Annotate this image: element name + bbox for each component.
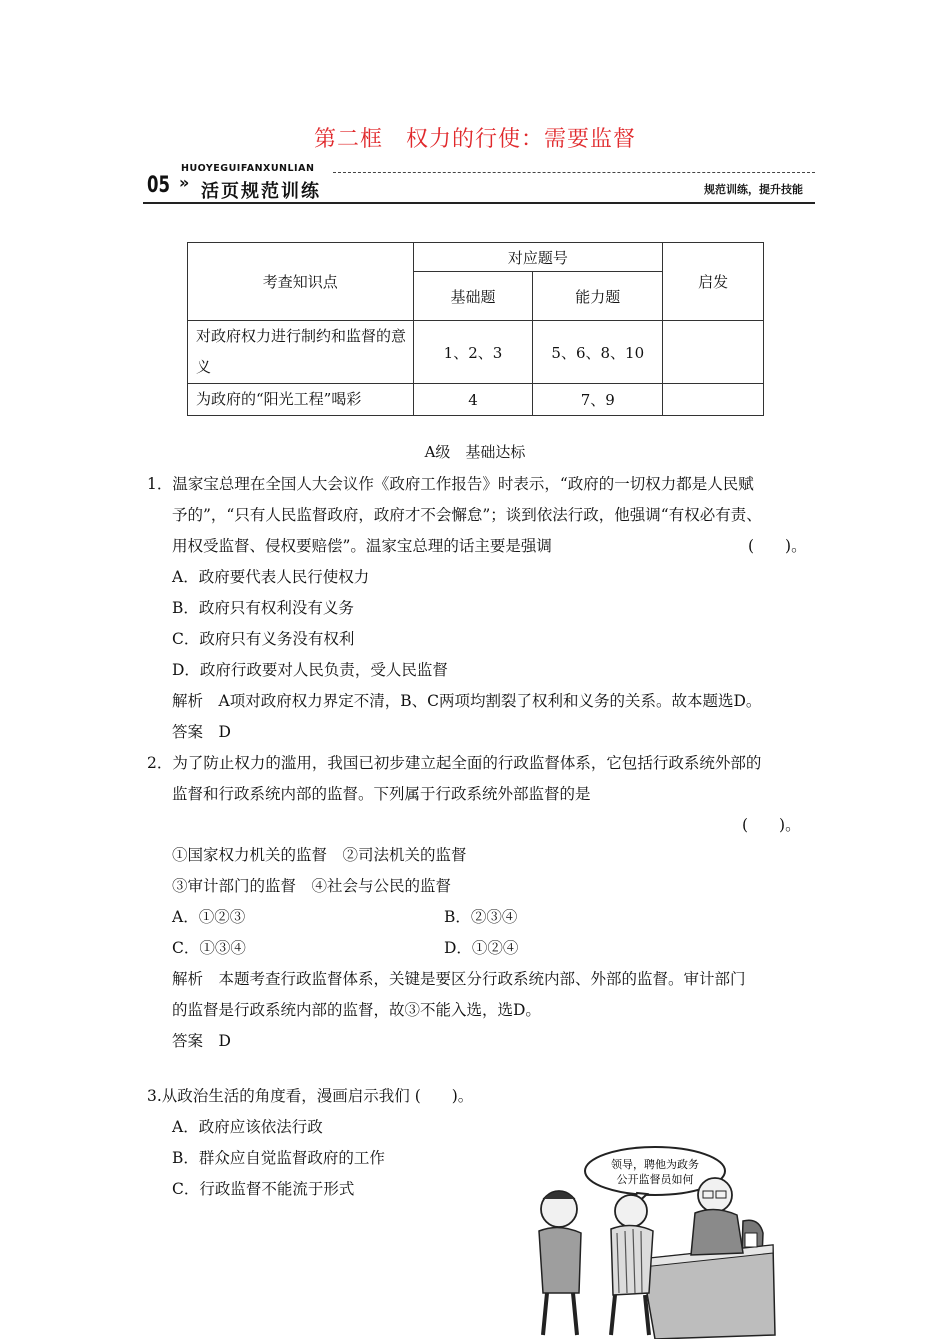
row-note xyxy=(663,321,764,384)
row-basic: 4 xyxy=(413,384,533,416)
section-banner xyxy=(143,160,815,206)
section-title: A级 基础达标 xyxy=(424,443,526,461)
banner-rule xyxy=(143,202,815,204)
q3-option-b: B．群众应自觉监督政府的工作 xyxy=(172,1149,385,1167)
banner-dashed-rule xyxy=(333,172,815,173)
q1-stem-line2: 予的”，“只有人民监督政府，政府才不会懈怠”；谈到依法行政，他强调“有权必有责、 xyxy=(172,506,762,524)
q2-answer: 答案 D xyxy=(172,1032,231,1050)
q2-items-line1: ①国家权力机关的监督 ②司法机关的监督 xyxy=(172,846,467,864)
bubble-line2: 公开监督员如何 xyxy=(616,1173,694,1186)
row-ability: 5、6、8、10 xyxy=(533,321,663,384)
banner-name: 活页规范训练 xyxy=(201,181,321,202)
header-basic: 基础题 xyxy=(413,272,533,321)
bubble-line1: 领导，聘他为政务 xyxy=(611,1158,699,1171)
row-note xyxy=(663,384,764,416)
q2-analysis-line2: 的监督是行政系统内部的监督，故③不能入选，选D。 xyxy=(172,1001,541,1019)
q2-option-c: C．①③④ xyxy=(172,939,246,957)
q1-option-b: B．政府只有权利没有义务 xyxy=(172,599,354,617)
q2-analysis-line1: 解析 本题考查行政监督体系，关键是要区分行政系统内部、外部的监督。审计部门 xyxy=(172,970,746,988)
header-ability: 能力题 xyxy=(533,272,663,321)
comic-illustration xyxy=(515,1143,777,1339)
q2-items-line2: ③审计部门的监督 ④社会与公民的监督 xyxy=(172,877,452,895)
q1-stem-line1: 1．温家宝总理在全国人大会议作《政府工作报告》时表示，“政府的一切权力都是人民赋 xyxy=(147,475,754,493)
q1-analysis: 解析 A项对政府权力界定不清，B、C两项均割裂了权利和义务的关系。故本题选D。 xyxy=(172,692,762,710)
header-inspiration: 启发 xyxy=(663,243,764,321)
row-basic: 1、2、3 xyxy=(413,321,533,384)
table-row xyxy=(188,384,764,416)
q1-answer-blank: ( )。 xyxy=(748,537,807,555)
q3-stem: 3.从政治生活的角度看，漫画启示我们 ( )。 xyxy=(147,1087,474,1105)
knowledge-table xyxy=(187,242,764,416)
q2-stem-line1: 2．为了防止权力的滥用，我国已初步建立起全面的行政监督体系，它包括行政系统外部的 xyxy=(147,754,762,772)
q2-answer-blank: ( )。 xyxy=(742,816,801,834)
q2-stem-line2: 监督和行政系统内部的监督。下列属于行政系统外部监督的是 xyxy=(172,785,591,803)
q2-option-b: B．②③④ xyxy=(444,908,518,926)
banner-number: 05 xyxy=(147,173,170,198)
page-title: 第二框 权力的行使：需要监督 xyxy=(313,127,636,152)
q1-option-a: A．政府要代表人民行使权力 xyxy=(172,568,370,586)
row-ability: 7、9 xyxy=(533,384,663,416)
header-topic: 考查知识点 xyxy=(188,243,414,321)
q2-option-a: A．①②③ xyxy=(172,908,246,926)
row-topic: 为政府的“阳光工程”喝彩 xyxy=(188,384,414,416)
q1-stem-line3: 用权受监督、侵权要赔偿”。温家宝总理的话主要是强调 xyxy=(172,537,552,555)
header-question-numbers: 对应题号 xyxy=(413,243,663,272)
banner-pinyin: HUOYEGUIFANXUNLIAN xyxy=(181,163,315,174)
banner-slogan: 规范训练，提升技能 xyxy=(704,183,803,196)
row-topic: 对政府权力进行制约和监督的意义 xyxy=(188,321,414,384)
q1-option-c: C．政府只有义务没有权利 xyxy=(172,630,355,648)
q1-answer: 答案 D xyxy=(172,723,231,741)
q3-option-c: C．行政监督不能流于形式 xyxy=(172,1180,355,1198)
q3-option-a: A．政府应该依法行政 xyxy=(172,1118,323,1136)
chevron-right-icon: » xyxy=(179,173,190,192)
q2-option-d: D．①②④ xyxy=(444,939,519,957)
table-row xyxy=(188,321,764,384)
q1-option-d: D．政府行政要对人民负责，受人民监督 xyxy=(172,661,448,679)
